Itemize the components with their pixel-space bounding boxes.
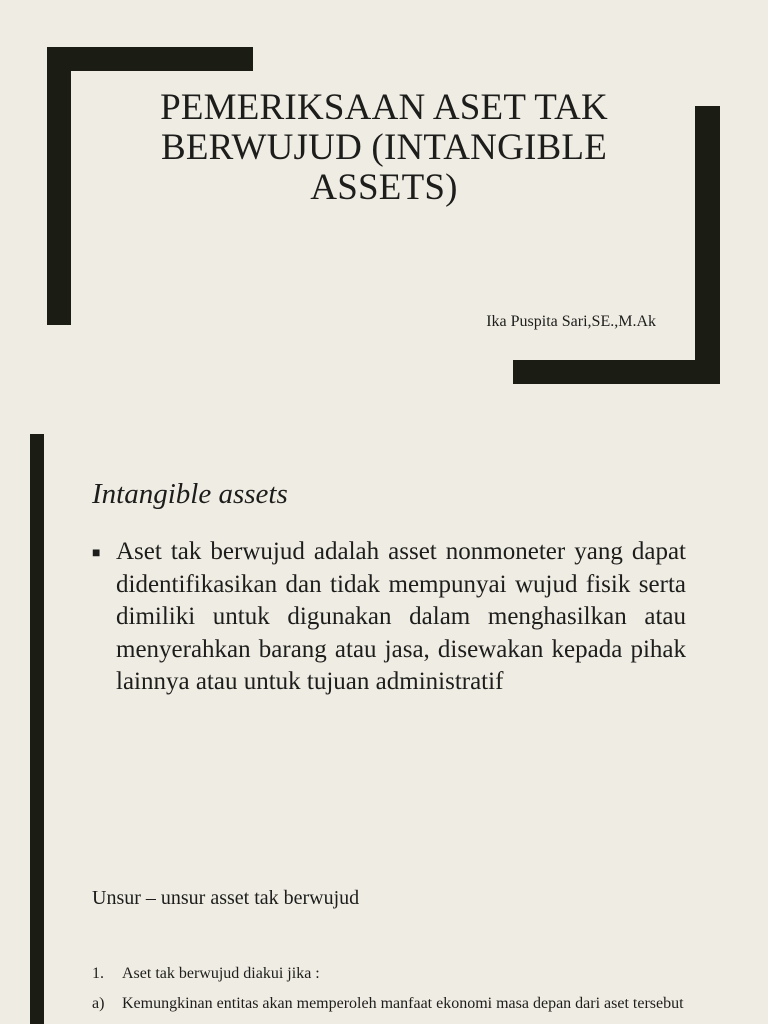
list-item xyxy=(92,964,692,984)
numbered-list xyxy=(92,964,692,1024)
accent-bar-left xyxy=(30,866,44,1024)
slide-heading: Unsur – unsur asset tak berwujud xyxy=(92,887,360,909)
list-marker: a) xyxy=(92,995,105,1012)
list-item-text: Aset tak berwujud diakui jika : xyxy=(122,965,320,982)
list-item xyxy=(92,994,692,1014)
slide-author: Ika Puspita Sari,SE.,M.Ak xyxy=(486,313,656,330)
frame-bar-top-left xyxy=(47,47,253,71)
frame-bar-bottom-right xyxy=(513,360,720,384)
elements-slide xyxy=(0,866,768,1024)
definition-slide xyxy=(0,420,768,866)
list-item-text: Kemungkinan entitas akan memperoleh manfaat ekonomi masa depan dari aset tersebut xyxy=(122,995,684,1012)
square-bullet-icon: ■ xyxy=(92,546,101,561)
title-slide xyxy=(0,0,768,420)
accent-bar-left xyxy=(30,434,44,866)
slide-heading: Intangible assets xyxy=(92,478,288,510)
slide-title: PEMERIKSAAN ASET TAK BERWUJUD (INTANGIBLE ASSETS) xyxy=(160,87,608,208)
frame-bar-left xyxy=(47,47,71,325)
bullet-item xyxy=(92,536,686,699)
bullet-text: Aset tak berwujud adalah asset nonmoneter yang dapat didentifikasikan dan tidak mempunyai wujud fisik serta dimiliki untuk digunakan dalam menghasilkan atau menyerahkan barang atau jasa, disewakan kepada pihak lainnya atau untuk tujuan administratif xyxy=(116,538,686,695)
list-marker: 1. xyxy=(92,965,104,982)
frame-bar-right xyxy=(695,106,720,384)
